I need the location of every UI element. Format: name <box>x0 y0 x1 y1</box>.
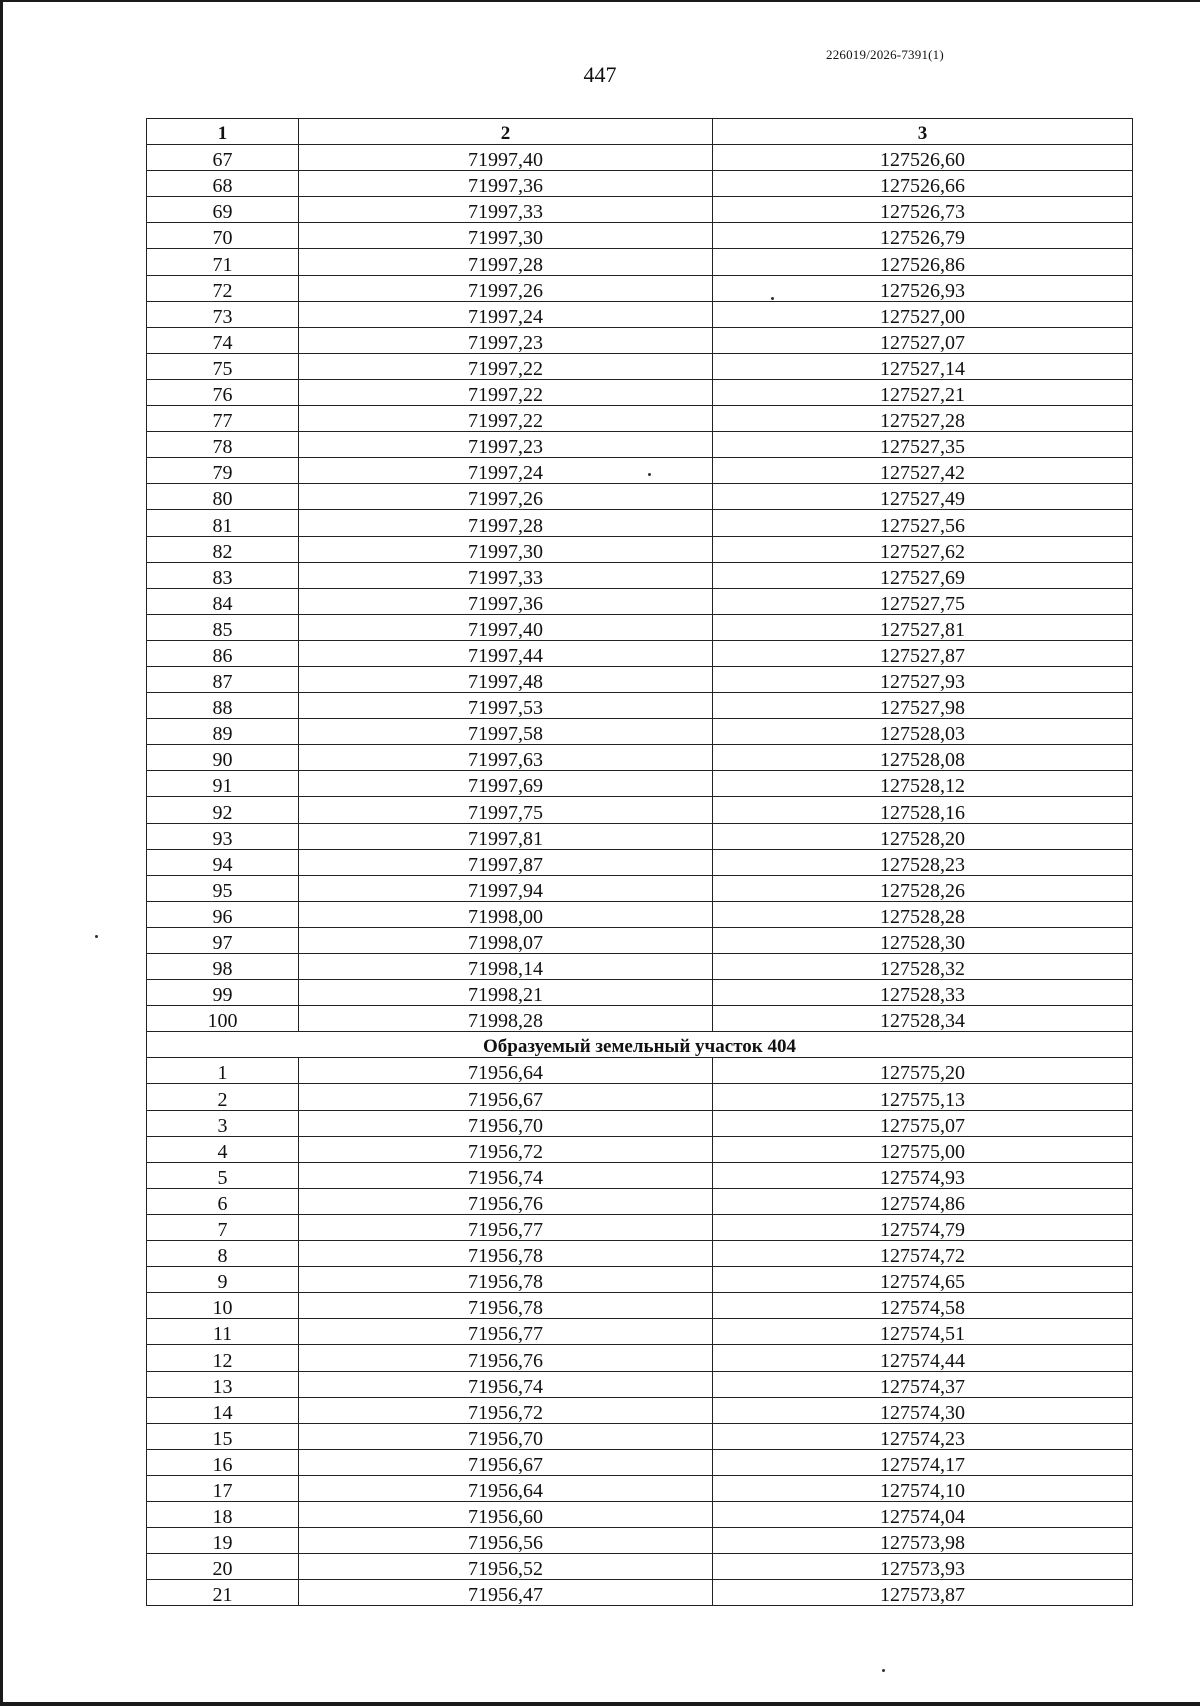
scan-border-top <box>0 0 1200 2</box>
table-row <box>147 1293 1133 1319</box>
coordinates-table-body <box>147 119 1133 1606</box>
table-row <box>147 1580 1133 1606</box>
table-row <box>147 510 1133 536</box>
y-coordinate-cell: 127527,69 <box>713 562 1133 588</box>
y-coordinate-cell: 127527,62 <box>713 536 1133 562</box>
x-coordinate-cell: 71956,67 <box>299 1449 713 1475</box>
y-coordinate-cell: 127526,93 <box>713 275 1133 301</box>
table-row <box>147 145 1133 171</box>
y-coordinate-cell: 127574,51 <box>713 1319 1133 1345</box>
x-coordinate-cell: 71956,74 <box>299 1162 713 1188</box>
point-number-cell: 71 <box>147 249 299 275</box>
point-number-cell: 89 <box>147 719 299 745</box>
y-coordinate-cell: 127527,07 <box>713 327 1133 353</box>
table-row <box>147 301 1133 327</box>
x-coordinate-cell: 71997,33 <box>299 197 713 223</box>
y-coordinate-cell: 127574,79 <box>713 1214 1133 1240</box>
x-coordinate-cell: 71956,52 <box>299 1554 713 1580</box>
point-number-cell: 83 <box>147 562 299 588</box>
y-coordinate-cell: 127528,03 <box>713 719 1133 745</box>
y-coordinate-cell: 127574,37 <box>713 1371 1133 1397</box>
table-row <box>147 484 1133 510</box>
x-coordinate-cell: 71956,77 <box>299 1319 713 1345</box>
table-row <box>147 1345 1133 1371</box>
table-row <box>147 849 1133 875</box>
point-number-cell: 82 <box>147 536 299 562</box>
y-coordinate-cell: 127574,30 <box>713 1397 1133 1423</box>
x-coordinate-cell: 71997,40 <box>299 614 713 640</box>
table-row <box>147 536 1133 562</box>
x-coordinate-cell: 71956,74 <box>299 1371 713 1397</box>
y-coordinate-cell: 127526,73 <box>713 197 1133 223</box>
section-title: Образуемый земельный участок 404 <box>147 1032 1133 1058</box>
point-number-cell: 7 <box>147 1214 299 1240</box>
point-number-cell: 16 <box>147 1449 299 1475</box>
point-number-cell: 74 <box>147 327 299 353</box>
table-row <box>147 1267 1133 1293</box>
y-coordinate-cell: 127528,23 <box>713 849 1133 875</box>
y-coordinate-cell: 127527,98 <box>713 693 1133 719</box>
y-coordinate-cell: 127573,98 <box>713 1528 1133 1554</box>
point-number-cell: 80 <box>147 484 299 510</box>
point-number-cell: 90 <box>147 745 299 771</box>
x-coordinate-cell: 71998,07 <box>299 927 713 953</box>
x-coordinate-cell: 71997,28 <box>299 510 713 536</box>
x-coordinate-cell: 71997,81 <box>299 823 713 849</box>
point-number-cell: 9 <box>147 1267 299 1293</box>
y-coordinate-cell: 127526,60 <box>713 145 1133 171</box>
table-row <box>147 1319 1133 1345</box>
y-coordinate-cell: 127573,87 <box>713 1580 1133 1606</box>
x-coordinate-cell: 71997,22 <box>299 379 713 405</box>
y-coordinate-cell: 127574,93 <box>713 1162 1133 1188</box>
x-coordinate-cell: 71997,23 <box>299 327 713 353</box>
table-row <box>147 353 1133 379</box>
x-coordinate-cell: 71997,75 <box>299 797 713 823</box>
table-row <box>147 432 1133 458</box>
table-row <box>147 666 1133 692</box>
y-coordinate-cell: 127575,07 <box>713 1110 1133 1136</box>
point-number-cell: 79 <box>147 458 299 484</box>
y-coordinate-cell: 127574,86 <box>713 1188 1133 1214</box>
point-number-cell: 6 <box>147 1188 299 1214</box>
scan-border-bottom <box>0 1702 1200 1706</box>
y-coordinate-cell: 127528,26 <box>713 875 1133 901</box>
x-coordinate-cell: 71956,70 <box>299 1110 713 1136</box>
table-row <box>147 171 1133 197</box>
y-coordinate-cell: 127574,10 <box>713 1475 1133 1501</box>
point-number-cell: 76 <box>147 379 299 405</box>
point-number-cell: 93 <box>147 823 299 849</box>
scan-speck <box>95 935 98 938</box>
table-row <box>147 406 1133 432</box>
x-coordinate-cell: 71997,87 <box>299 849 713 875</box>
x-coordinate-cell: 71997,24 <box>299 458 713 484</box>
point-number-cell: 1 <box>147 1058 299 1084</box>
coordinates-table <box>146 118 1133 1606</box>
scan-speck <box>648 473 651 476</box>
x-coordinate-cell: 71997,26 <box>299 275 713 301</box>
table-row <box>147 458 1133 484</box>
point-number-cell: 67 <box>147 145 299 171</box>
table-row <box>147 1554 1133 1580</box>
table-row <box>147 588 1133 614</box>
x-coordinate-cell: 71956,76 <box>299 1345 713 1371</box>
table-row <box>147 927 1133 953</box>
column-header-point: 1 <box>147 119 299 145</box>
table-row <box>147 719 1133 745</box>
table-row <box>147 1188 1133 1214</box>
y-coordinate-cell: 127574,17 <box>713 1449 1133 1475</box>
x-coordinate-cell: 71997,40 <box>299 145 713 171</box>
table-row <box>147 197 1133 223</box>
y-coordinate-cell: 127527,81 <box>713 614 1133 640</box>
point-number-cell: 21 <box>147 1580 299 1606</box>
y-coordinate-cell: 127574,04 <box>713 1501 1133 1527</box>
y-coordinate-cell: 127527,49 <box>713 484 1133 510</box>
x-coordinate-cell: 71997,44 <box>299 640 713 666</box>
y-coordinate-cell: 127527,42 <box>713 458 1133 484</box>
x-coordinate-cell: 71956,76 <box>299 1188 713 1214</box>
y-coordinate-cell: 127527,75 <box>713 588 1133 614</box>
table-row <box>147 327 1133 353</box>
table-row <box>147 1397 1133 1423</box>
x-coordinate-cell: 71997,48 <box>299 666 713 692</box>
x-coordinate-cell: 71997,36 <box>299 171 713 197</box>
point-number-cell: 20 <box>147 1554 299 1580</box>
x-coordinate-cell: 71956,56 <box>299 1528 713 1554</box>
point-number-cell: 88 <box>147 693 299 719</box>
y-coordinate-cell: 127527,21 <box>713 379 1133 405</box>
document-number: 226019/2026-7391(1) <box>826 47 944 62</box>
table-row <box>147 1110 1133 1136</box>
y-coordinate-cell: 127527,87 <box>713 640 1133 666</box>
point-number-cell: 81 <box>147 510 299 536</box>
y-coordinate-cell: 127573,93 <box>713 1554 1133 1580</box>
y-coordinate-cell: 127574,65 <box>713 1267 1133 1293</box>
table-row <box>147 1136 1133 1162</box>
scan-speck <box>771 297 774 300</box>
table-row <box>147 1475 1133 1501</box>
y-coordinate-cell: 127527,00 <box>713 301 1133 327</box>
point-number-cell: 70 <box>147 223 299 249</box>
x-coordinate-cell: 71997,94 <box>299 875 713 901</box>
point-number-cell: 68 <box>147 171 299 197</box>
x-coordinate-cell: 71956,64 <box>299 1475 713 1501</box>
point-number-cell: 91 <box>147 771 299 797</box>
point-number-cell: 94 <box>147 849 299 875</box>
y-coordinate-cell: 127526,79 <box>713 223 1133 249</box>
x-coordinate-cell: 71998,21 <box>299 980 713 1006</box>
x-coordinate-cell: 71997,58 <box>299 719 713 745</box>
y-coordinate-cell: 127528,32 <box>713 954 1133 980</box>
point-number-cell: 100 <box>147 1006 299 1032</box>
y-coordinate-cell: 127574,44 <box>713 1345 1133 1371</box>
x-coordinate-cell: 71997,26 <box>299 484 713 510</box>
table-row <box>147 1241 1133 1267</box>
x-coordinate-cell: 71997,36 <box>299 588 713 614</box>
table-row <box>147 823 1133 849</box>
point-number-cell: 15 <box>147 1423 299 1449</box>
point-number-cell: 3 <box>147 1110 299 1136</box>
point-number-cell: 97 <box>147 927 299 953</box>
table-row <box>147 693 1133 719</box>
y-coordinate-cell: 127574,23 <box>713 1423 1133 1449</box>
scan-border-left <box>0 0 3 1706</box>
x-coordinate-cell: 71997,53 <box>299 693 713 719</box>
x-coordinate-cell: 71956,47 <box>299 1580 713 1606</box>
point-number-cell: 75 <box>147 353 299 379</box>
column-header-row <box>147 119 1133 145</box>
point-number-cell: 17 <box>147 1475 299 1501</box>
x-coordinate-cell: 71997,24 <box>299 301 713 327</box>
y-coordinate-cell: 127575,13 <box>713 1084 1133 1110</box>
y-coordinate-cell: 127527,93 <box>713 666 1133 692</box>
y-coordinate-cell: 127528,34 <box>713 1006 1133 1032</box>
y-coordinate-cell: 127574,72 <box>713 1241 1133 1267</box>
table-row <box>147 614 1133 640</box>
y-coordinate-cell: 127528,08 <box>713 745 1133 771</box>
point-number-cell: 85 <box>147 614 299 640</box>
table-row <box>147 1423 1133 1449</box>
point-number-cell: 4 <box>147 1136 299 1162</box>
point-number-cell: 95 <box>147 875 299 901</box>
x-coordinate-cell: 71956,64 <box>299 1058 713 1084</box>
x-coordinate-cell: 71956,72 <box>299 1397 713 1423</box>
table-row <box>147 1084 1133 1110</box>
table-row <box>147 980 1133 1006</box>
y-coordinate-cell: 127575,00 <box>713 1136 1133 1162</box>
point-number-cell: 78 <box>147 432 299 458</box>
x-coordinate-cell: 71998,14 <box>299 954 713 980</box>
y-coordinate-cell: 127575,20 <box>713 1058 1133 1084</box>
point-number-cell: 5 <box>147 1162 299 1188</box>
column-header-y: 3 <box>713 119 1133 145</box>
section-title-row <box>147 1032 1133 1058</box>
point-number-cell: 2 <box>147 1084 299 1110</box>
y-coordinate-cell: 127528,16 <box>713 797 1133 823</box>
point-number-cell: 12 <box>147 1345 299 1371</box>
point-number-cell: 84 <box>147 588 299 614</box>
table-row <box>147 1449 1133 1475</box>
x-coordinate-cell: 71956,77 <box>299 1214 713 1240</box>
x-coordinate-cell: 71956,67 <box>299 1084 713 1110</box>
x-coordinate-cell: 71997,69 <box>299 771 713 797</box>
table-row <box>147 1058 1133 1084</box>
table-row <box>147 379 1133 405</box>
table-row <box>147 640 1133 666</box>
table-row <box>147 1371 1133 1397</box>
y-coordinate-cell: 127528,20 <box>713 823 1133 849</box>
y-coordinate-cell: 127526,86 <box>713 249 1133 275</box>
x-coordinate-cell: 71998,28 <box>299 1006 713 1032</box>
table-row <box>147 954 1133 980</box>
point-number-cell: 72 <box>147 275 299 301</box>
x-coordinate-cell: 71956,78 <box>299 1293 713 1319</box>
point-number-cell: 86 <box>147 640 299 666</box>
point-number-cell: 77 <box>147 406 299 432</box>
table-row <box>147 275 1133 301</box>
x-coordinate-cell: 71998,00 <box>299 901 713 927</box>
y-coordinate-cell: 127527,35 <box>713 432 1133 458</box>
table-row <box>147 1501 1133 1527</box>
point-number-cell: 96 <box>147 901 299 927</box>
table-row <box>147 745 1133 771</box>
point-number-cell: 13 <box>147 1371 299 1397</box>
table-row <box>147 1528 1133 1554</box>
page-number: 447 <box>583 62 617 87</box>
y-coordinate-cell: 127527,28 <box>713 406 1133 432</box>
table-row <box>147 1214 1133 1240</box>
y-coordinate-cell: 127574,58 <box>713 1293 1133 1319</box>
y-coordinate-cell: 127528,30 <box>713 927 1133 953</box>
x-coordinate-cell: 71997,23 <box>299 432 713 458</box>
x-coordinate-cell: 71997,30 <box>299 536 713 562</box>
x-coordinate-cell: 71956,72 <box>299 1136 713 1162</box>
y-coordinate-cell: 127528,33 <box>713 980 1133 1006</box>
x-coordinate-cell: 71997,33 <box>299 562 713 588</box>
x-coordinate-cell: 71956,78 <box>299 1241 713 1267</box>
table-row <box>147 771 1133 797</box>
point-number-cell: 87 <box>147 666 299 692</box>
point-number-cell: 19 <box>147 1528 299 1554</box>
point-number-cell: 98 <box>147 954 299 980</box>
y-coordinate-cell: 127528,12 <box>713 771 1133 797</box>
table-row <box>147 875 1133 901</box>
x-coordinate-cell: 71997,63 <box>299 745 713 771</box>
table-row <box>147 901 1133 927</box>
table-row <box>147 562 1133 588</box>
y-coordinate-cell: 127527,56 <box>713 510 1133 536</box>
point-number-cell: 73 <box>147 301 299 327</box>
scan-speck <box>882 1669 885 1672</box>
point-number-cell: 92 <box>147 797 299 823</box>
table-row <box>147 797 1133 823</box>
x-coordinate-cell: 71997,28 <box>299 249 713 275</box>
x-coordinate-cell: 71956,60 <box>299 1501 713 1527</box>
y-coordinate-cell: 127528,28 <box>713 901 1133 927</box>
y-coordinate-cell: 127527,14 <box>713 353 1133 379</box>
point-number-cell: 8 <box>147 1241 299 1267</box>
x-coordinate-cell: 71997,30 <box>299 223 713 249</box>
table-row <box>147 1006 1133 1032</box>
column-header-x: 2 <box>299 119 713 145</box>
x-coordinate-cell: 71956,78 <box>299 1267 713 1293</box>
x-coordinate-cell: 71997,22 <box>299 353 713 379</box>
table-row <box>147 1162 1133 1188</box>
y-coordinate-cell: 127526,66 <box>713 171 1133 197</box>
point-number-cell: 11 <box>147 1319 299 1345</box>
point-number-cell: 99 <box>147 980 299 1006</box>
point-number-cell: 69 <box>147 197 299 223</box>
point-number-cell: 10 <box>147 1293 299 1319</box>
table-row <box>147 249 1133 275</box>
point-number-cell: 18 <box>147 1501 299 1527</box>
x-coordinate-cell: 71956,70 <box>299 1423 713 1449</box>
point-number-cell: 14 <box>147 1397 299 1423</box>
x-coordinate-cell: 71997,22 <box>299 406 713 432</box>
table-row <box>147 223 1133 249</box>
